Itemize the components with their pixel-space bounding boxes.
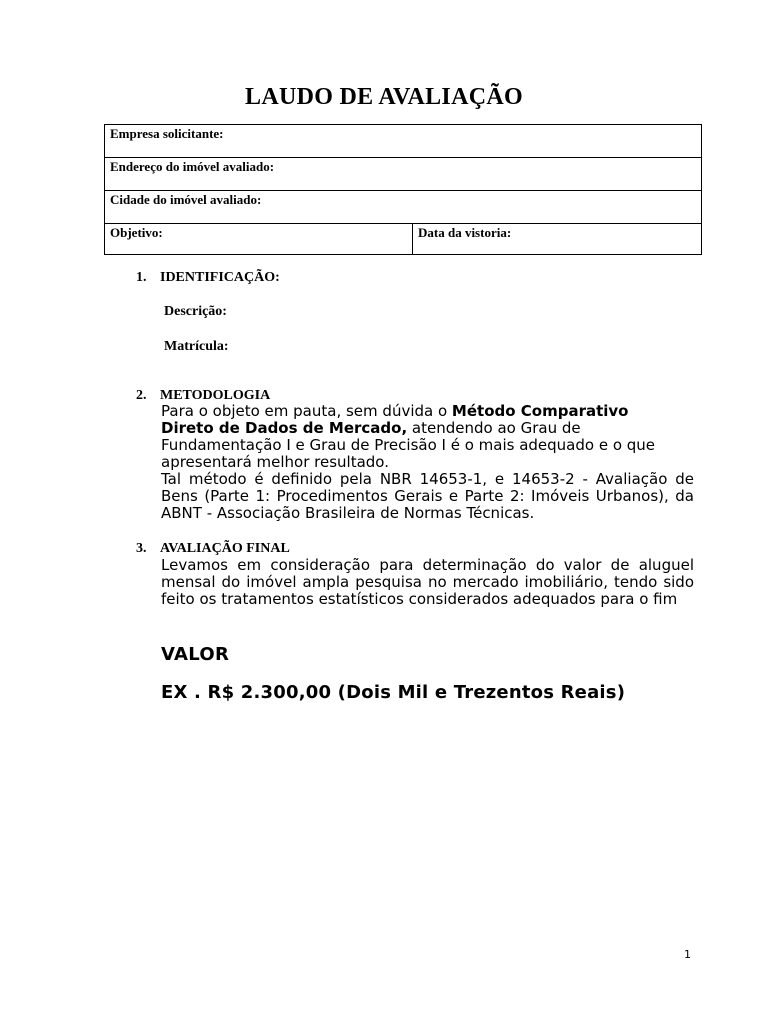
objetivo-field: Objetivo: <box>105 224 413 255</box>
descricao-label: Descrição: <box>164 304 227 319</box>
page-number: 1 <box>684 948 691 961</box>
avaliacao-final-paragraph: Levamos em consideração para determinação do valor de aluguel mensal do imóvel ampla pesquisa no mercado imobiliário, tendo sido feito os tratamentos estatísticos considerados adequados para o fim <box>161 556 694 608</box>
section-avaliacao-final-heading <box>136 541 290 557</box>
section-title: METODOLOGIA <box>160 388 271 403</box>
valor-amount: EX . R$ 2.300,00 (Dois Mil e Trezentos Reais) <box>161 682 626 703</box>
section-number: 2. <box>136 388 147 403</box>
section-identificacao-heading <box>136 270 280 286</box>
section-title: AVALIAÇÃO FINAL <box>160 541 290 556</box>
data-vistoria-field: Data da vistoria: <box>413 224 702 255</box>
metodo-comparativo-bold: Método Comparativo Direto de Dados de Mercado, <box>161 402 629 437</box>
metodologia-text-post: atendendo ao Grau de Fundamentação I e Grau de Precisão I é o mais adequado e o que apresentará melhor resultado. <box>161 419 656 471</box>
cidade-imovel-field: Cidade do imóvel avaliado: <box>105 191 702 224</box>
section-number: 1. <box>136 270 147 285</box>
metodologia-paragraph-2: Tal método é definido pela NBR 14653-1, e 14653-2 - Avaliação de Bens (Parte 1: Procedimentos Gerais e Parte 2: Imóveis Urbanos), da ABNT - Associação Brasileira de Normas Técnicas. <box>161 470 694 522</box>
section-title: IDENTIFICAÇÃO: <box>160 270 280 285</box>
metodologia-text-pre: Para o objeto em pauta, sem dúvida o <box>161 402 452 420</box>
empresa-solicitante-field: Empresa solicitante: <box>105 125 702 158</box>
metodologia-paragraph-1 <box>161 403 681 471</box>
valor-label: VALOR <box>161 644 230 665</box>
section-number: 3. <box>136 541 147 556</box>
document-title: LAUDO DE AVALIAÇÃO <box>245 84 523 111</box>
matricula-label: Matrícula: <box>164 339 229 354</box>
endereco-imovel-field: Endereço do imóvel avaliado: <box>105 158 702 191</box>
request-info-table <box>104 124 702 255</box>
